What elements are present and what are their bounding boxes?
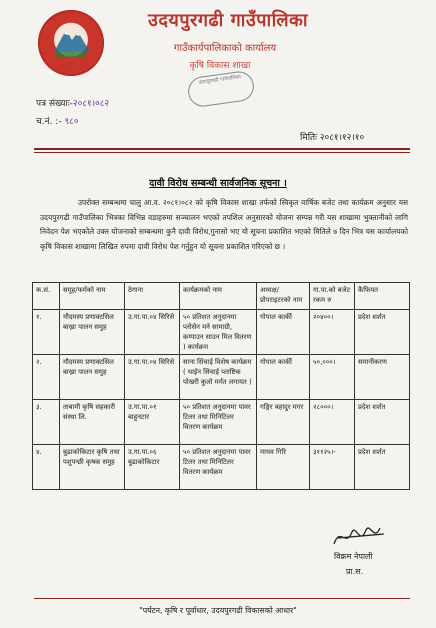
cell-chairperson: गोपाल कार्की bbox=[257, 310, 310, 355]
notice-body: उपरोक्त सम्बन्धमा चालु आ.व. २०८१।०८२ को कृषि विकास शाखा तर्फको स्विकृत वार्षिक बजेट तथा कार्यक्रम अनुसार यस उदयपुरगढी गाउँपालिका भित्रका विभिन्न वडाहरुमा सञ्चालन भएको तपशिल अनुसारको योजना सम्पन्न गरी यस शाखामा भुक्तानीको लागि निवेदन पेश भएकोले उक्त योजनाको सम्बन्धमा कुनै दावी विरोध,गुनासो भए यो सूचना प्रकाशित भएको मितिले ७ दिन भित्र यस कार्यालयको कृषि विकास शाखामा लिखित रुपमा दावी विरोध पेश गर्नुहुन यो सूचना प्रकाशित गरिएको छ । bbox=[40, 198, 408, 251]
section-name: कृषि विकास शाखा bbox=[189, 61, 251, 71]
cell-serial: ३. bbox=[33, 400, 60, 445]
dispatch-number: च.नं. :- ९८० bbox=[36, 117, 79, 127]
signatory-title: प्रा.स. bbox=[346, 567, 364, 576]
cell-serial: १. bbox=[33, 310, 60, 355]
cell-program: ५० प्रतिशत अनुदानमा पावर टिलर तथा मिनिटिलर वितरण कार्यक्रम bbox=[180, 400, 257, 445]
cell-remarks: प्रदेश शर्शत bbox=[355, 445, 410, 490]
emblem-mountain-icon bbox=[38, 10, 104, 76]
cell-program: साना सिंचाई विशेष कार्यक्रम ( थाईन सिंचाई प्लाष्टिक पोखरी कुलो मर्मत लगायत ) bbox=[180, 355, 257, 400]
table-row bbox=[33, 310, 410, 355]
municipality-emblem-logo bbox=[38, 10, 104, 76]
office-subtitle: गाउँकार्यपालिकाको कार्यालय bbox=[173, 43, 277, 54]
signature-mark bbox=[330, 518, 390, 552]
cell-group-name: मौदमस्य प्रणाक्टसिल बाख्रा पालन समुह bbox=[60, 355, 125, 400]
col-budget: गा.पा.को बजेट रकम रु bbox=[310, 283, 355, 310]
office-stamp: उदयपुरगढी गाउँपालिका bbox=[186, 70, 256, 109]
col-group-name: समूह/फर्मको नाम bbox=[60, 283, 125, 310]
cell-address: उ.गा.पा.०४ सिरिसे bbox=[125, 310, 180, 355]
issue-date: मितिः २०८१।१२।१० bbox=[300, 133, 365, 143]
signatory-name: विक्रम नेपाली bbox=[334, 552, 373, 561]
cell-budget: ५०,०००। bbox=[310, 355, 355, 400]
project-table bbox=[32, 282, 410, 490]
cell-address: उ.गा.पा.०४ सिरिसे bbox=[125, 355, 180, 400]
col-remarks: कैफियत bbox=[355, 283, 410, 310]
table-row bbox=[33, 355, 410, 400]
cell-remarks: समानीकरण bbox=[355, 355, 410, 400]
municipality-title: उदयपुरगढी गाउँपालिका bbox=[147, 10, 309, 31]
cell-chairperson: माधव गिरि bbox=[257, 445, 310, 490]
header-divider-thin bbox=[34, 152, 410, 153]
notice-heading: दावी विरोध सम्बन्धी सार्वजनिक सूचना । bbox=[149, 178, 287, 189]
cell-budget: २८०००। bbox=[310, 400, 355, 445]
footer-slogan: "पर्यटन, कृषि र पूर्वाधार, उदयपुरगढी विकासको आधार" bbox=[139, 606, 297, 615]
col-chairperson: अध्यक्ष/प्रोपराइटरको नाम bbox=[257, 283, 310, 310]
table-row bbox=[33, 445, 410, 490]
cell-address: उ.गा.पा.०६ बुढाकोकिटार bbox=[125, 445, 180, 490]
col-serial: क.सं. bbox=[33, 283, 60, 310]
table-row bbox=[33, 400, 410, 445]
footer-divider bbox=[34, 598, 410, 599]
cell-group-name: मौदमस्य प्रणाक्टसिल बाख्रा पालन समुह bbox=[60, 310, 125, 355]
table-header-row bbox=[33, 283, 410, 310]
cell-program: ५० प्रतिशत अनुदानमा पावर टिलर तथा मिनिटिलर वितरण कार्यक्रम bbox=[180, 445, 257, 490]
cell-chairperson: गोपाल कार्की bbox=[257, 355, 310, 400]
cell-remarks: प्रदेश शर्शत bbox=[355, 400, 410, 445]
cell-group-name: बुढाकोकिटार कृषि तथा पशुपन्छी कृषक समुह bbox=[60, 445, 125, 490]
cell-serial: २. bbox=[33, 355, 60, 400]
header-divider bbox=[34, 148, 410, 150]
col-address: ठेगाना bbox=[125, 283, 180, 310]
cell-budget: ३११२५।- bbox=[310, 445, 355, 490]
cell-group-name: ताबामी कृषि सहकारी संस्था लि. bbox=[60, 400, 125, 445]
cell-address: उ.गा.पा.०१ बाहुनटार bbox=[125, 400, 180, 445]
cell-budget: २०४००। bbox=[310, 310, 355, 355]
cell-remarks: प्रदेश शर्शत bbox=[355, 310, 410, 355]
cell-serial: ४. bbox=[33, 445, 60, 490]
letter-number: पत्र संख्याः-२०८१।०८२ bbox=[36, 99, 110, 109]
cell-program: ५० प्रतिशत अनुदानमा प्लोसेन मने सामाग्री, कम्पाउन साउन मिल वितरण ) कार्यक्रम bbox=[180, 310, 257, 355]
cell-chairperson: गङ्गिर बहादुर मगर bbox=[257, 400, 310, 445]
col-program: कार्यक्रमको नाम bbox=[180, 283, 257, 310]
